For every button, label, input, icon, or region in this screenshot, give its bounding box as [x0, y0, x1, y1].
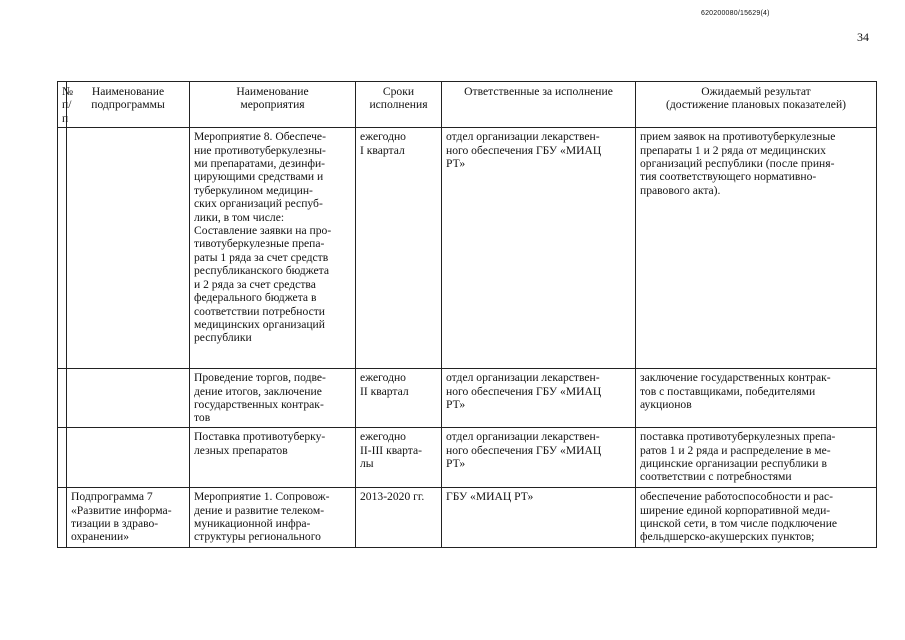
- row-activity: Мероприятие 1. Сопровож- дение и развитие телеком- муникационной инфра- структуры регионального: [190, 488, 356, 548]
- row-subprogram: [67, 369, 190, 428]
- row-result: обеспечение работоспособности и рас- ширение единой корпоративной меди- цинской сети, в том числе подключение фельдшерско-акушерских пунктов;: [636, 488, 877, 548]
- row-responsible: отдел организации лекарствен- ного обеспечения ГБУ «МИАЦ РТ»: [442, 428, 636, 488]
- row-number: [58, 128, 67, 369]
- row-number: [58, 369, 67, 428]
- column-header-term: Сроки исполнения: [356, 82, 442, 128]
- row-term: 2013-2020 гг.: [356, 488, 442, 548]
- row-responsible: отдел организации лекарствен- ного обеспечения ГБУ «МИАЦ РТ»: [442, 369, 636, 428]
- column-header-number: № п/п: [58, 82, 67, 128]
- table-header-row: [58, 82, 877, 128]
- row-number: [58, 488, 67, 548]
- table-row: [58, 488, 877, 548]
- program-activities-table: [57, 81, 877, 548]
- row-term: ежегодно II-III кварта- лы: [356, 428, 442, 488]
- table-row: [58, 369, 877, 428]
- table-row: [58, 428, 877, 488]
- row-subprogram: [67, 428, 190, 488]
- column-header-activity: Наименование мероприятия: [190, 82, 356, 128]
- row-activity: Мероприятие 8. Обеспече- ние противотуберкулезны- ми препаратами, дезинфи- цирующими средствами и туберкулином медицин- ских организаций респуб- лики, в том числе: Составление заявки на про- тивотуберкулезные препа- раты 1 ряда за счет средств республиканского бюджета и 2 ряда за счет средства федерального бюджета в соответствии потребности медицинских организаций республики: [190, 128, 356, 369]
- row-term: ежегодно I квартал: [356, 128, 442, 369]
- row-activity: Поставка противотуберку- лезных препаратов: [190, 428, 356, 488]
- column-header-subprogram: Наименование подпрограммы: [67, 82, 190, 128]
- row-result: заключение государственных контрак- тов с поставщиками, победителями аукционов: [636, 369, 877, 428]
- row-responsible: отдел организации лекарствен- ного обеспечения ГБУ «МИАЦ РТ»: [442, 128, 636, 369]
- row-subprogram: Подпрограмма 7 «Развитие информа- тизации в здраво- охранении»: [67, 488, 190, 548]
- column-header-result: Ожидаемый результат (достижение плановых показателей): [636, 82, 877, 128]
- row-result: поставка противотуберкулезных препа- ратов 1 и 2 ряда и распределение в ме- дицинские организации республики в соответствии с потребностями: [636, 428, 877, 488]
- row-subprogram: [67, 128, 190, 369]
- document-id: 620200080/15629(4): [701, 10, 770, 17]
- page-number: 34: [857, 30, 869, 44]
- row-number: [58, 428, 67, 488]
- row-term: ежегодно II квартал: [356, 369, 442, 428]
- row-activity: Проведение торгов, подве- дение итогов, заключение государственных контрак- тов: [190, 369, 356, 428]
- row-responsible: ГБУ «МИАЦ РТ»: [442, 488, 636, 548]
- column-header-responsible: Ответственные за исполнение: [442, 82, 636, 128]
- row-result: прием заявок на противотуберкулезные препараты 1 и 2 ряда от медицинских организаций республики (после приня- тия соответствующего нормативно- правового акта).: [636, 128, 877, 369]
- table-row: [58, 128, 877, 369]
